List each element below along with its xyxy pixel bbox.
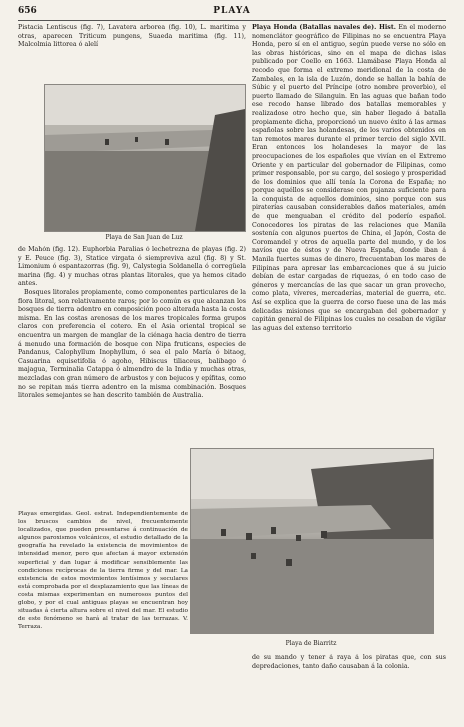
right-paragraph-2: de su mando y tener á raya á los piratas que, con sus depredaciones, tanto daño causaban á la colonia. (252, 654, 446, 670)
right-column-bottom (252, 654, 446, 702)
photo2-caption: Playa de Biarritz (285, 640, 337, 647)
page-number: 656 (18, 6, 37, 16)
photo-san-juan-de-luz (44, 84, 246, 232)
top-left-paragraph: Pistacia Lentiscus (fig. 7), Lavatera arborea (fig. 10), L. maritima y otras, aparecen Triticum pungens, Suaeda maritima (fig. 11), Malcolmia littorea ó alelí (18, 24, 246, 49)
photo-biarritz (190, 448, 434, 634)
running-title: PLAYA (213, 6, 251, 16)
beach-scene-image-2 (191, 449, 433, 633)
left-column-lower (18, 510, 188, 716)
right-paragraph-1: En el moderno nomenclátor geográfico de Filipinas no se encuentra Playa Honda, pero sí en el antiguo, según puede verse no sólo en las obras históricas, sino en el mapa de dichas islas publicado por Coello en 1663. Llamábase Playa Honda al recodo que forma el extremo meridional de la costa de Zambales, en la isla de Luzón, donde se hallan la bahía de Súbic y el puerto del Príncipe (otro nombre proverbio), el puerto llamado de Silanguin. En las aguas que bañan todo ese recodo hanse librado dos batallas memorables y realizadose otro hecho que, sin haber llegado á batalla propiamente dicha, proporcionó un nuevo éxito á las armas españolas sobre las holandesas, de los varios obtenidos en tan remotos mares durante el primer tercio del siglo XVII. Eran entonces los holandeses la mayor de las preocupaciones de los españoles que vivían en el Extremo Oriente y en particular del gobernador de Filipinas, como primer responsable, por su cargo, del sosiego y prosperidad de los dominios que allí tenía la Corona de España; no porque aquéllos se considerase con pujanza suficiente para la conquista de aquellos dominios, sino porque con sus piraterías causaban considerables daños materiales, amén de que menguaban el crédito del poderío español. Conocedores los piratas de las relaciones que Manila sostenía con algunos puertos de China, el Japón, Costa de Coromandel y otros de aquella parte del mundo, y de los navíos que de éstos y de Nueva España, donde iban á Manila fuertes sumas de dinero, frecuentaban los mares de Filipinas para apresar las embarcaciones que á su juicio debían de estar cargadas de riquezas, ó en todo caso de géneros y mercancías de las que sacar un gran provecho, como plata, víveres, mercaderías, material de guerra, etc. Así se explica que la guerra de corso fuese una de las más delicadas misiones que se encargaban del gobernador y capitán general de Filipinas los cuales no cesaban de vigilar las aguas del extenso territorio (252, 24, 446, 332)
header-rule (18, 20, 446, 21)
photo1-caption: Playa de San Juan de Luz (105, 234, 183, 241)
left-paragraph-1: de Mahón (fig. 12). Euphorbia Paralias ó lechetrezna de playas (fig. 2) y E. Peuce (fig. 3), Statice virgata ó siempreviva azul (fig. 8) y St. Limonium ó espantazorras (fig. 9), Calystegia Soldanella ó corregüela marina (fig. 4) y muchas otras plantas litorales, que ya hemos citado antes. (18, 246, 246, 288)
page-header (18, 6, 446, 20)
left-paragraph-2: Bosques litorales propiamente, como componentes particulares de la flora litoral, son relativamente raros; por lo común es que alcanzan los bosques de tierra adentro en composición poco alterada hasta la costa misma. En las costas arenosas de los mares tropicales forma grupos claros con preferencia el cotero. En el Asia oriental tropical se encuentra un margen de manglar de la ciénaga hacia dentro de tierra á menudo una formación de bosque con Nipa fruticans, especies de Pandanus, Calophyllum Inophyllum, ó sea el palo María ó bitaog, Casuarina equisetifolia ó agoho, Hibiscus tiliaceus, balibago ó majagua, Terminalia Catappa ó almendro de la India y muchas otras, mezcladas con gran número de arbustos y con bejucos y epífitas, como no se repitan más tierra adentro en la misma combinación. Bosques litorales semejantes se han descrito también de Australia. (18, 288, 246, 400)
right-column-text (252, 24, 446, 444)
beach-scene-image (45, 85, 245, 231)
entry-heading: Playa Honda (Batallas navales de). Hist. (252, 24, 396, 31)
top-left-text (18, 24, 246, 80)
left-paragraph-3: Playas emergidas. Geol. estrat. Independientemente de los bruscos cambios de nivel, frecuentemente localizados, que pueden presentarse á continuación de algunos paroxismos volcánicos, el estudio detallado de la geografía ha revelado la existencia de movimientos de intensidad menor, pero que afectan á mayor extensión superficial y dan lugar á modificar sensiblemente las condiciones recíprocas de la tierra firme y del mar. La existencia de estos movimientos lentísimos y seculares está comprobada por el desplazamiento que las líneas de costa mismas experimentan en numerosos puntos del globo, y por el cual antiguas playas se encuentran hoy situadas á cierta altura sobre el nivel del mar. El estudio de este fenómeno se hará al tratar de las terrazas. V. Terraza. (18, 511, 188, 631)
